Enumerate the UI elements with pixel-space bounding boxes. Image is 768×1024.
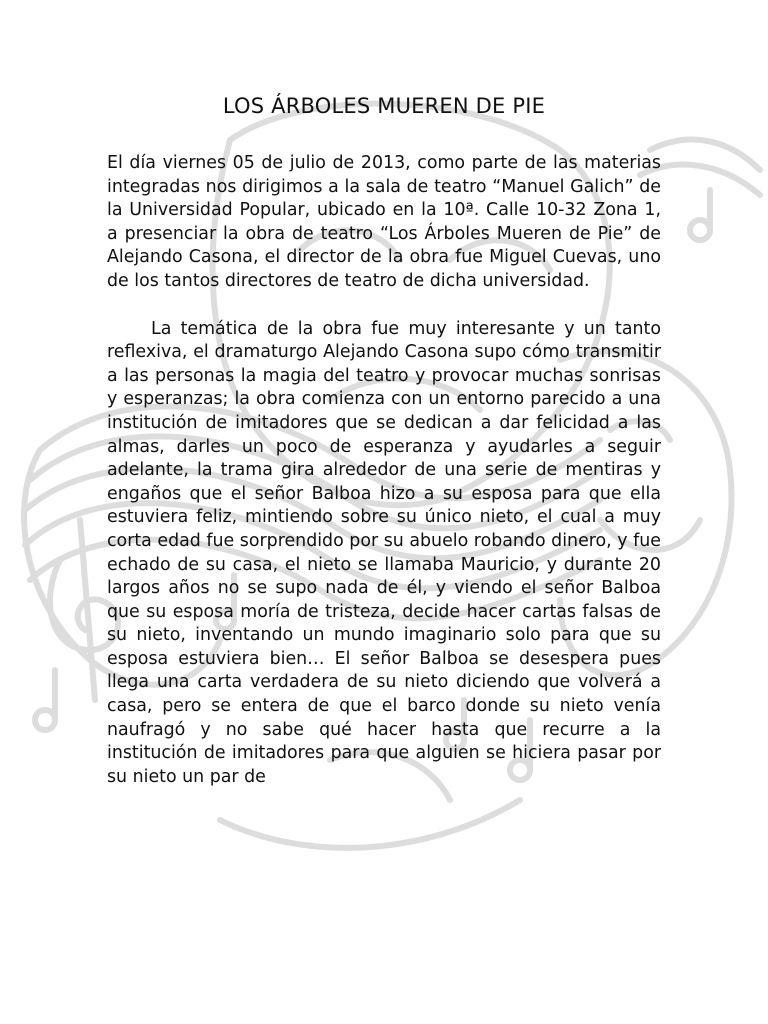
document-body: [107, 92, 661, 789]
paragraph-2: La temática de la obra fue muy interesante y un tanto reflexiva, el dramaturgo Alejando Casona supo cómo transmitir a las personas la magia del teatro y provocar muchas sonrisas y esperanzas; la obra comienza con un entorno parecido a una institución de imitadores que se dedican a dar felicidad a las almas, darles un poco de esperanza y ayudarles a seguir adelante, la trama gira alrededor de una serie de mentiras y engaños que el señor Balboa hizo a su esposa para que ella estuviera feliz, mintiendo sobre su único nieto, el cual a muy corta edad fue sorprendido por su abuelo robando dinero, y fue echado de su casa, el nieto se llamaba Mauricio, y durante 20 largos años no se supo nada de él, y viendo el señor Balboa que su esposa moría de tristeza, decide hacer cartas falsas de su nieto, inventando un mundo imaginario solo para que su esposa estuviera bien… El señor Balboa se desespera pues llega una carta verdadera de su nieto diciendo que volverá a casa, pero se entera de que el barco donde su nieto venía naufragó y no sabe qué hacer hasta que recurre a la institución de imitadores para que alguien se hiciera pasar por su nieto un par de: [107, 318, 661, 787]
document-title: LOS ÁRBOLES MUEREN DE PIE: [222, 94, 546, 118]
paragraph-1: El día viernes 05 de julio de 2013, como parte de las materias integradas nos dirigimos a la sala de teatro “Manuel Galich” de la Universidad Popular, ubicado en la 10ª. Calle 10-32 Zona 1, a presenciar la obra de teatro “Los Árboles Mueren de Pie” de Alejando Casona, el director de la obra fue Miguel Cuevas, uno de los tantos directores de teatro de dicha universidad.: [107, 153, 661, 291]
